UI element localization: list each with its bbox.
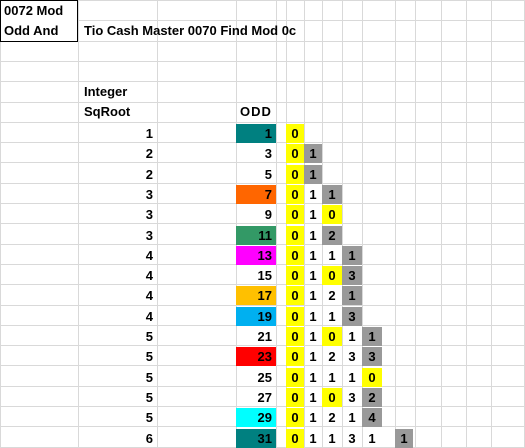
mod-cell[interactable]: 0 <box>286 408 304 427</box>
mod-cell[interactable]: 1 <box>304 165 322 184</box>
mod-cell[interactable]: 0 <box>286 266 304 285</box>
sqroot-cell[interactable]: 1 <box>145 126 153 141</box>
mod-cell[interactable]: 1 <box>309 288 317 303</box>
sqroot-cell[interactable]: 5 <box>145 390 153 405</box>
grid-line-vertical <box>0 0 1 448</box>
odd-cell[interactable]: 17 <box>236 286 276 305</box>
sqroot-cell[interactable]: 2 <box>145 146 153 161</box>
mod-cell[interactable]: 0 <box>286 368 304 387</box>
mod-cell[interactable]: 1 <box>362 327 382 346</box>
mod-cell[interactable]: 2 <box>328 410 336 425</box>
sqroot-cell[interactable]: 6 <box>145 431 153 446</box>
grid-line-horizontal <box>0 81 525 82</box>
mod-cell[interactable]: 1 <box>348 329 356 344</box>
sheet-header[interactable]: Tio Cash Master 0070 Find Mod 0c <box>84 23 297 38</box>
sqroot-cell[interactable]: 2 <box>145 167 153 182</box>
mod-cell[interactable]: 0 <box>286 388 304 407</box>
label-integer[interactable]: Integer <box>84 84 128 99</box>
mod-cell[interactable]: 1 <box>309 349 317 364</box>
mod-cell[interactable]: 0 <box>286 327 304 346</box>
mod-cell[interactable]: 1 <box>328 309 336 324</box>
mod-cell[interactable]: 0 <box>286 307 304 326</box>
odd-cell[interactable]: 29 <box>236 408 276 427</box>
mod-cell[interactable]: 2 <box>322 226 342 245</box>
mod-cell[interactable]: 1 <box>368 431 376 446</box>
sqroot-cell[interactable]: 5 <box>145 410 153 425</box>
mod-cell[interactable]: 2 <box>328 288 336 303</box>
mod-cell[interactable]: 0 <box>286 347 304 366</box>
mod-cell[interactable]: 0 <box>322 266 342 285</box>
odd-cell[interactable]: 25 <box>257 370 272 385</box>
grid-line-vertical <box>157 0 158 448</box>
mod-cell[interactable]: 2 <box>328 349 336 364</box>
mod-cell[interactable]: 0 <box>286 165 304 184</box>
mod-cell[interactable]: 1 <box>309 248 317 263</box>
grid-line-horizontal <box>0 0 525 1</box>
odd-cell[interactable]: 27 <box>257 390 272 405</box>
mod-cell[interactable]: 0 <box>286 286 304 305</box>
sqroot-cell[interactable]: 4 <box>145 248 153 263</box>
odd-cell[interactable]: 15 <box>257 268 272 283</box>
grid-line-vertical <box>491 0 492 448</box>
mod-cell[interactable]: 0 <box>286 185 304 204</box>
mod-cell[interactable]: 1 <box>309 329 317 344</box>
odd-cell[interactable]: 23 <box>236 347 276 366</box>
odd-cell[interactable]: 31 <box>236 429 276 448</box>
odd-cell[interactable]: 9 <box>264 207 272 222</box>
mod-cell[interactable]: 0 <box>362 368 382 387</box>
mod-cell[interactable]: 0 <box>286 144 304 163</box>
grid-line-vertical <box>395 0 396 448</box>
mod-cell[interactable]: 3 <box>348 431 356 446</box>
sqroot-cell[interactable]: 5 <box>145 370 153 385</box>
odd-cell[interactable]: 19 <box>236 307 276 326</box>
grid-line-horizontal <box>0 102 525 103</box>
mod-cell[interactable]: 0 <box>286 124 304 143</box>
mod-cell[interactable]: 2 <box>362 388 382 407</box>
mod-cell[interactable]: 1 <box>395 429 413 448</box>
mod-cell[interactable]: 0 <box>322 388 342 407</box>
title-cell[interactable] <box>0 0 78 42</box>
mod-cell[interactable]: 1 <box>342 246 362 265</box>
mod-cell[interactable]: 0 <box>322 205 342 224</box>
mod-cell[interactable]: 1 <box>328 370 336 385</box>
mod-cell[interactable]: 1 <box>309 370 317 385</box>
odd-cell[interactable]: 1 <box>236 124 276 143</box>
mod-cell[interactable]: 1 <box>348 410 356 425</box>
mod-cell[interactable]: 3 <box>348 390 356 405</box>
odd-cell[interactable]: 7 <box>236 185 276 204</box>
mod-cell[interactable]: 1 <box>309 268 317 283</box>
mod-cell[interactable]: 0 <box>286 205 304 224</box>
mod-cell[interactable]: 1 <box>322 185 342 204</box>
sqroot-cell[interactable]: 5 <box>145 329 153 344</box>
sqroot-cell[interactable]: 3 <box>145 207 153 222</box>
grid-line-vertical <box>466 0 467 448</box>
mod-cell[interactable]: 0 <box>286 246 304 265</box>
sqroot-cell[interactable]: 5 <box>145 349 153 364</box>
mod-cell[interactable]: 1 <box>309 207 317 222</box>
grid-line-vertical <box>441 0 442 448</box>
mod-cell[interactable]: 3 <box>342 307 362 326</box>
mod-cell[interactable]: 1 <box>328 431 336 446</box>
grid-line-horizontal <box>0 305 525 306</box>
mod-cell[interactable]: 4 <box>362 408 382 427</box>
mod-cell[interactable]: 1 <box>309 228 317 243</box>
mod-cell[interactable]: 1 <box>304 144 322 163</box>
odd-cell[interactable]: 3 <box>264 146 272 161</box>
mod-cell[interactable]: 3 <box>362 347 382 366</box>
odd-cell[interactable]: 21 <box>257 329 272 344</box>
grid-line-horizontal <box>0 122 525 123</box>
mod-cell[interactable]: 1 <box>348 370 356 385</box>
mod-cell[interactable]: 1 <box>309 390 317 405</box>
mod-cell[interactable]: 1 <box>328 248 336 263</box>
grid-line-vertical <box>276 0 277 448</box>
label-odd[interactable]: ODD <box>240 104 272 119</box>
mod-cell[interactable]: 1 <box>309 187 317 202</box>
mod-cell[interactable]: 1 <box>309 410 317 425</box>
odd-cell[interactable]: 11 <box>236 226 276 245</box>
odd-cell[interactable]: 13 <box>236 246 276 265</box>
mod-cell[interactable]: 3 <box>348 349 356 364</box>
label-sqroot[interactable]: SqRoot <box>84 104 131 119</box>
grid-line-horizontal <box>0 41 525 42</box>
odd-cell[interactable]: 5 <box>264 167 272 182</box>
sqroot-cell[interactable]: 3 <box>145 228 153 243</box>
grid-line-horizontal <box>0 20 525 21</box>
mod-cell[interactable]: 0 <box>322 327 342 346</box>
title-line-2: Odd And <box>4 23 59 38</box>
sqroot-cell[interactable]: 4 <box>145 288 153 303</box>
mod-cell[interactable]: 1 <box>309 431 317 446</box>
grid-line-vertical <box>415 0 416 448</box>
mod-cell[interactable]: 3 <box>342 266 362 285</box>
mod-cell[interactable]: 1 <box>309 309 317 324</box>
grid-line-vertical <box>78 0 79 448</box>
grid-line-horizontal <box>0 61 525 62</box>
mod-cell[interactable]: 0 <box>286 429 304 448</box>
mod-cell[interactable]: 0 <box>286 226 304 245</box>
sqroot-cell[interactable]: 4 <box>145 309 153 324</box>
sqroot-cell[interactable]: 4 <box>145 268 153 283</box>
sqroot-cell[interactable]: 3 <box>145 187 153 202</box>
title-line-1: 0072 Mod <box>4 3 64 18</box>
mod-cell[interactable]: 1 <box>342 286 362 305</box>
